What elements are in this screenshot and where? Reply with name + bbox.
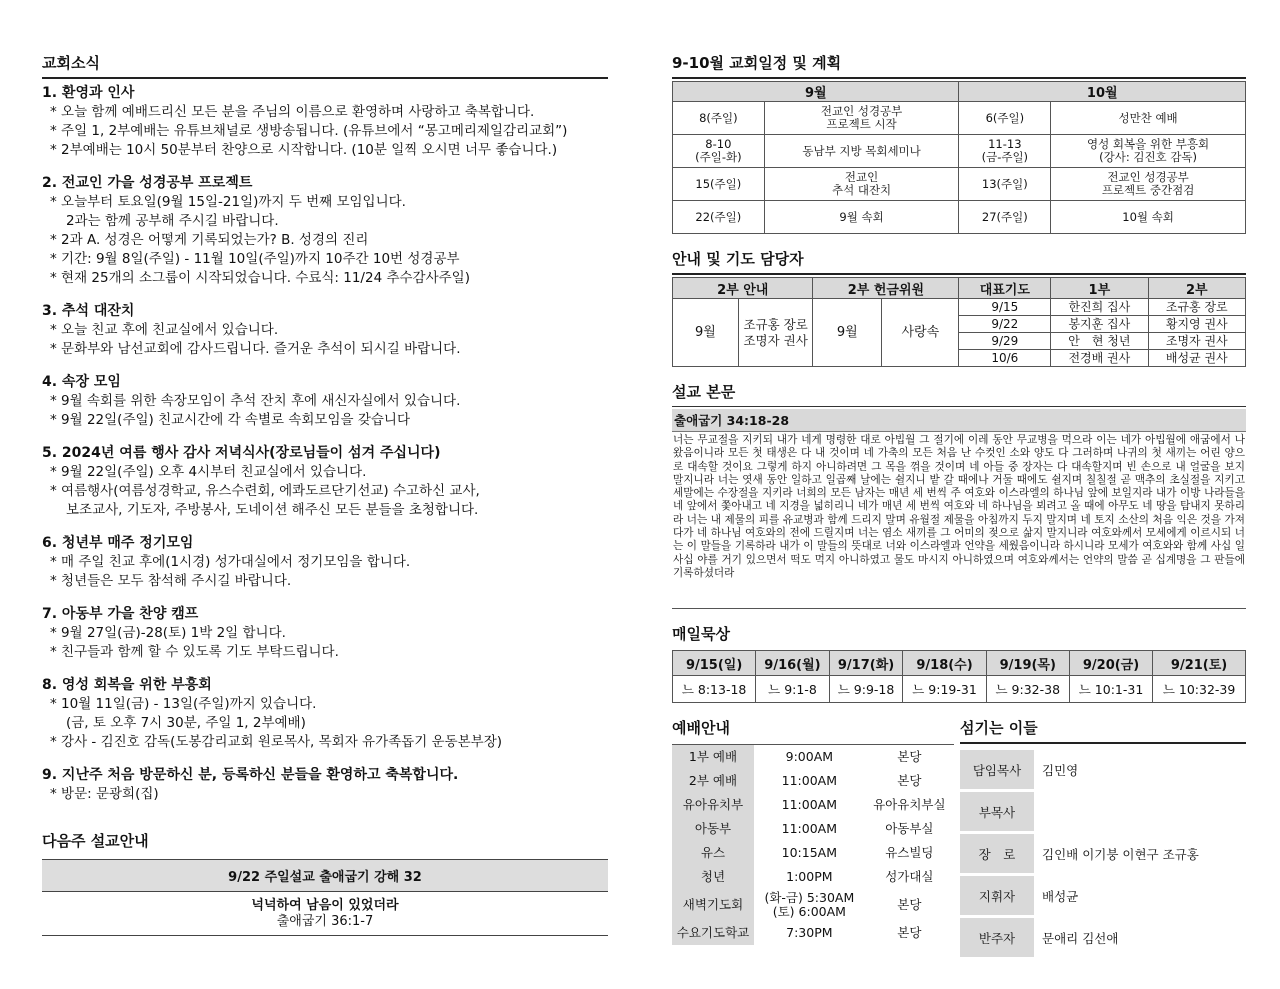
news-item-title: 3. 추석 대잔치 — [42, 303, 135, 319]
news-item-line: * 문화부와 남선교회에 감사드립니다. 즐거운 추석이 되시길 바랍니다. — [50, 341, 461, 357]
duty-header-first: 1부 — [1051, 278, 1148, 299]
daily-heading: 매일묵상 — [672, 625, 730, 643]
news-item-title: 6. 청년부 매주 정기모임 — [42, 535, 194, 551]
servant-role: 장 로 — [960, 833, 1034, 875]
worship-name: 새벽기도회 — [672, 889, 754, 921]
servant-row — [960, 833, 1246, 875]
news-item-title: 9. 지난주 처음 방문하신 분, 등록하신 분들을 환영하고 축복합니다. — [42, 767, 459, 783]
next-sermon-title: 넉넉하여 남음이 있었더라 — [251, 898, 399, 913]
news-item-line: * 현재 25개의 소그룹이 시작되었습니다. 수료식: 11/24 추수감사주일) — [50, 270, 470, 286]
worship-heading: 예배안내 — [672, 719, 730, 737]
servants-heading: 섬기는 이들 — [960, 717, 1246, 744]
offering-month: 9월 — [813, 299, 882, 367]
schedule-cell-oe: 전교인 성경공부 프로젝트 중간점검 — [1051, 168, 1246, 201]
daily-day: 9/21(토) — [1153, 651, 1246, 676]
daily-reading: 느 10:1-31 — [1069, 676, 1152, 703]
worship-time: 7:30PM — [786, 925, 833, 940]
servant-names: 김민영 — [1042, 762, 1079, 778]
news-item-line: * 여름행사(여름성경학교, 유스수련회, 에콰도르단기선교) 수고하신 교사, — [50, 483, 480, 499]
schedule-cell-sd: 8-10 (주일-화) — [673, 135, 765, 168]
schedule-cell-od: 13(주일) — [959, 168, 1051, 201]
servant-role: 지휘자 — [960, 875, 1034, 917]
worship-row — [672, 865, 954, 889]
daily-reading: 느 9:32-38 — [986, 676, 1069, 703]
duty-row — [673, 299, 1246, 316]
schedule-cell-sd: 15(주일) — [673, 168, 765, 201]
worship-time: 11:00AM — [781, 821, 838, 836]
schedule-cell-sd: 8(주일) — [673, 102, 765, 135]
worship-name: 수요기도학교 — [672, 921, 754, 945]
news-item-line: * 오늘 함께 예배드리신 모든 분을 주님의 이름으로 환영하며 사랑하고 축복합니다. — [50, 104, 535, 120]
news-item-line: * 9월 22일(주일) 오후 4시부터 친교실에서 있습니다. — [50, 464, 367, 480]
schedule-cell-sd: 22(주일) — [673, 201, 765, 234]
worship-table — [672, 744, 954, 945]
schedule-cell-se: 동남부 지방 목회세미나 — [764, 135, 959, 168]
prayer-date: 10/6 — [959, 350, 1051, 367]
prayer-date: 9/29 — [959, 333, 1051, 350]
worship-time: 10:15AM — [781, 845, 838, 860]
schedule-cell-se: 전교인 추석 대잔치 — [764, 168, 959, 201]
servants-table — [960, 750, 1246, 957]
news-item-line: * 친구들과 함께 할 수 있도록 기도 부탁드립니다. — [50, 644, 339, 660]
news-item-title: 7. 아동부 가을 찬양 캠프 — [42, 606, 199, 622]
news-item-line: * 오늘 친교 후에 친교실에서 있습니다. — [50, 322, 279, 338]
schedule-row — [673, 168, 1246, 201]
next-sermon-heading: 다음주 설교안내 — [42, 832, 149, 850]
worship-place: 본당 — [897, 773, 922, 788]
servant-row — [960, 791, 1246, 833]
duty-header-second: 2부 — [1148, 278, 1245, 299]
prayer-first: 봉지훈 집사 — [1051, 316, 1148, 333]
schedule-row — [673, 201, 1246, 234]
sermon-text-reference: 출애굽기 34:18-28 — [672, 409, 1246, 432]
duty-header-offering: 2부 헌금위원 — [813, 278, 959, 299]
worship-place: 유스빌딩 — [885, 845, 934, 860]
guide-month: 9월 — [673, 299, 739, 367]
news-item-line: * 기간: 9월 8일(주일) - 11월 10일(주일)까지 10주간 10번 성경공부 — [50, 251, 460, 267]
worship-name: 1부 예배 — [672, 745, 754, 770]
schedule-oct-header: 10월 — [959, 82, 1246, 102]
schedule-row — [673, 102, 1246, 135]
prayer-second: 황지영 권사 — [1148, 316, 1245, 333]
worship-row — [672, 817, 954, 841]
next-sermon-header: 9/22 주일설교 출애굽기 강해 32 — [42, 859, 608, 892]
news-item-line: * 매 주일 친교 후에(1시경) 성가대실에서 정기모임을 합니다. — [50, 554, 411, 570]
servant-row — [960, 875, 1246, 917]
worship-row — [672, 745, 954, 770]
news-item-line: * 오늘부터 토요일(9월 15일-21일)까지 두 번째 모임입니다. — [50, 194, 406, 210]
news-item-line: * 2과 A. 성경은 어떻게 기록되었는가? B. 성경의 진리 — [50, 232, 369, 248]
servant-role: 담임목사 — [960, 750, 1034, 791]
news-item-line: * 방문: 문광희(집) — [50, 786, 159, 802]
servant-names: 배성균 — [1034, 875, 1246, 917]
servant-names — [1034, 791, 1246, 833]
news-item-line: * 주일 1, 2부예배는 유튜브채널로 생방송됩니다. (유튜브에서 “몽고메리제일감리교회”) — [50, 123, 568, 139]
prayer-first: 한진희 집사 — [1051, 299, 1148, 316]
news-item-title: 8. 영성 회복을 위한 부흥회 — [42, 677, 212, 693]
daily-reading: 느 10:32-39 — [1153, 676, 1246, 703]
next-sermon-section — [42, 830, 608, 936]
daily-table — [672, 650, 1246, 703]
guide-names: 조규홍 장로 조명자 권사 — [738, 299, 812, 367]
news-item-line: 2과는 함께 공부해 주시길 바랍니다. — [66, 213, 279, 229]
worship-name: 청년 — [672, 865, 754, 889]
worship-time: 1:00PM — [786, 869, 833, 884]
servant-row — [960, 750, 1246, 791]
worship-time: 11:00AM — [781, 797, 838, 812]
schedule-cell-se: 전교인 성경공부 프로젝트 시작 — [764, 102, 959, 135]
servant-row — [960, 917, 1246, 958]
schedule-cell-se: 9월 속회 — [764, 201, 959, 234]
prayer-date: 9/15 — [959, 299, 1051, 316]
news-item-line: * 9월 속회를 위한 속장모임이 추석 잔치 후에 새신자실에서 있습니다. — [50, 393, 461, 409]
schedule-heading: 9-10월 교회일정 및 계획 — [672, 52, 1246, 79]
worship-place: 본당 — [897, 897, 922, 912]
schedule-table — [672, 81, 1246, 234]
daily-reading: 느 8:13-18 — [673, 676, 756, 703]
daily-day: 9/16(월) — [756, 651, 829, 676]
daily-day: 9/15(일) — [673, 651, 756, 676]
schedule-cell-oe: 성만찬 예배 — [1051, 102, 1246, 135]
news-item-line: * 강사 - 김진호 감독(도봉감리교회 원로목사, 목회자 유가족돕기 운동본부장) — [50, 734, 503, 750]
news-item-line: * 9월 22일(주일) 친교시간에 각 속별로 속회모임을 갖습니다 — [50, 412, 410, 428]
news-item-line: 보조교사, 기도자, 주방봉사, 도네이션 해주신 모든 분들을 초청합니다. — [66, 502, 479, 518]
prayer-second: 배성균 권사 — [1148, 350, 1245, 367]
news-item-title: 2. 전교인 가을 성경공부 프로젝트 — [42, 175, 253, 191]
prayer-first: 안 현 청년 — [1051, 333, 1148, 350]
news-list — [42, 83, 608, 804]
duty-header-prayer: 대표기도 — [959, 278, 1051, 299]
next-sermon-body — [42, 892, 608, 936]
news-item-title: 5. 2024년 여름 행사 감사 저녁식사(장로님들이 섬겨 주십니다) — [42, 445, 441, 461]
news-item-line: (금, 토 오후 7시 30분, 주일 1, 2부예배) — [66, 715, 306, 731]
servant-names: 김인배 이기붕 이현구 조규홍 — [1034, 833, 1246, 875]
servants-section — [960, 717, 1246, 957]
worship-section — [672, 717, 954, 945]
schedule-cell-od: 27(주일) — [959, 201, 1051, 234]
news-item-line: * 청년들은 모두 참석해 주시길 바랍니다. — [50, 573, 292, 589]
worship-time: 11:00AM — [781, 773, 838, 788]
duty-header-guide: 2부 안내 — [673, 278, 813, 299]
daily-day: 9/20(금) — [1069, 651, 1152, 676]
worship-row — [672, 793, 954, 817]
worship-place: 유아유치부실 — [873, 797, 946, 812]
news-item-line: * 10월 11일(금) - 13일(주일)까지 있습니다. — [50, 696, 317, 712]
info-column — [672, 52, 1246, 946]
prayer-date: 9/22 — [959, 316, 1051, 333]
worship-name: 유스 — [672, 841, 754, 865]
worship-place: 본당 — [897, 925, 922, 940]
prayer-second: 조규홍 장로 — [1148, 299, 1245, 316]
prayer-first: 전경배 권사 — [1051, 350, 1148, 367]
worship-time: 9:00AM — [785, 749, 834, 764]
news-item-title: 1. 환영과 인사 — [42, 85, 135, 101]
servant-role: 반주자 — [960, 917, 1034, 958]
daily-day: 9/18(수) — [903, 651, 986, 676]
worship-place: 본당 — [897, 749, 922, 764]
schedule-cell-od: 11-13 (금-주일) — [959, 135, 1051, 168]
daily-reading: 느 9:9-18 — [829, 676, 903, 703]
news-heading: 교회소식 — [42, 52, 608, 79]
worship-name: 유아유치부 — [672, 793, 754, 817]
worship-place: 아동부실 — [885, 821, 934, 836]
schedule-sep-header: 9월 — [673, 82, 959, 102]
schedule-row — [673, 135, 1246, 168]
worship-row — [672, 921, 954, 945]
worship-row — [672, 769, 954, 793]
schedule-cell-oe: 10월 속회 — [1051, 201, 1246, 234]
duty-table — [672, 277, 1246, 367]
sermon-text-heading: 설교 본문 — [672, 381, 1246, 407]
bottom-section — [672, 717, 1246, 946]
news-item-line: * 2부예배는 10시 50분부터 찬양으로 시작합니다. (10분 일찍 오시면 너무 좋습니다.) — [50, 142, 558, 158]
daily-reading: 느 9:1-8 — [756, 676, 829, 703]
news-column — [42, 52, 608, 936]
worship-row — [672, 841, 954, 865]
daily-day: 9/17(화) — [829, 651, 903, 676]
sermon-text-body: 너는 무교절을 지키되 내가 네게 명령한 대로 아빕월 그 절기에 이레 동안 무교병을 먹으라 이는 네가 아빕월에 애굽에서 나왔음이니라 모든 첫 태생은 다 내 것이며 네 가축의 모든 처음 난 수컷인 소와 양도 다 그러하며 나귀의 첫 새끼는 어린 양으로 대속할 것이요 그렇게 하지 아니하려면 그 목을 꺾을 것이며 네 아들 중 장자는 다 대속할지며 빈 손으로 내 얼굴을 보지 말지니라 너는 엿새 동안 일하고 일곱째 날에는 쉴지니 밭 갈 때에나 거둘 때에도 쉴지며 칠칠절 곧 맥추의 초실절을 지키고 세말에는 수장절을 지키라 너희의 모든 남자는 매년 세 번씩 주 여호와 이스라엘의 하나님 앞에 보일지라 내가 이방 나라들을 네 앞에서 쫓아내고 네 지경을 넓히리니 네가 매년 세 번씩 여호와 네 하나님을 뵈려고 올 때에 아무도 네 땅을 탐내지 못하리라 너는 내 제물의 피를 유교병과 함께 드리지 말며 유월절 제물을 아침까지 두지 말지며 네 토지 소산의 처음 익은 것을 가져다가 네 하나님 여호와의 전에 드릴지며 너는 염소 새끼를 그 어미의 젖으로 삶지 말지니라 여호와께서 모세에게 이르시되 너는 이 말들을 기록하라 내가 이 말들의 뜻대로 너와 이스라엘과 언약을 세웠음이니라 하시니라 모세가 여호와와 함께 사십 일 사십 야를 거기 있으면서 떡도 먹지 아니하였고 물도 마시지 아니하였으며 여호와께서는 언약의 말씀 곧 십계명을 그 판들에 기록하셨더라 — [672, 432, 1246, 609]
schedule-cell-oe: 영성 회복을 위한 부흥회 (강사: 김진호 감독) — [1051, 135, 1246, 168]
next-sermon-reference: 출애굽기 36:1-7 — [276, 914, 374, 929]
worship-time: (화-금) 5:30AM (토) 6:00AM — [764, 890, 855, 919]
worship-place: 성가대실 — [885, 869, 934, 884]
servant-role: 부목사 — [960, 791, 1034, 833]
duty-heading: 안내 및 기도 담당자 — [672, 248, 1246, 275]
daily-reading: 느 9:19-31 — [903, 676, 986, 703]
offering-names: 사랑속 — [882, 299, 959, 367]
servant-names: 문애리 김선애 — [1034, 917, 1246, 958]
daily-day: 9/19(목) — [986, 651, 1069, 676]
worship-row — [672, 889, 954, 921]
worship-name: 아동부 — [672, 817, 754, 841]
schedule-cell-od: 6(주일) — [959, 102, 1051, 135]
news-item-line: * 9월 27일(금)-28(토) 1박 2일 합니다. — [50, 625, 286, 641]
news-item-title: 4. 속장 모임 — [42, 374, 121, 390]
prayer-second: 조명자 권사 — [1148, 333, 1245, 350]
worship-name: 2부 예배 — [672, 769, 754, 793]
